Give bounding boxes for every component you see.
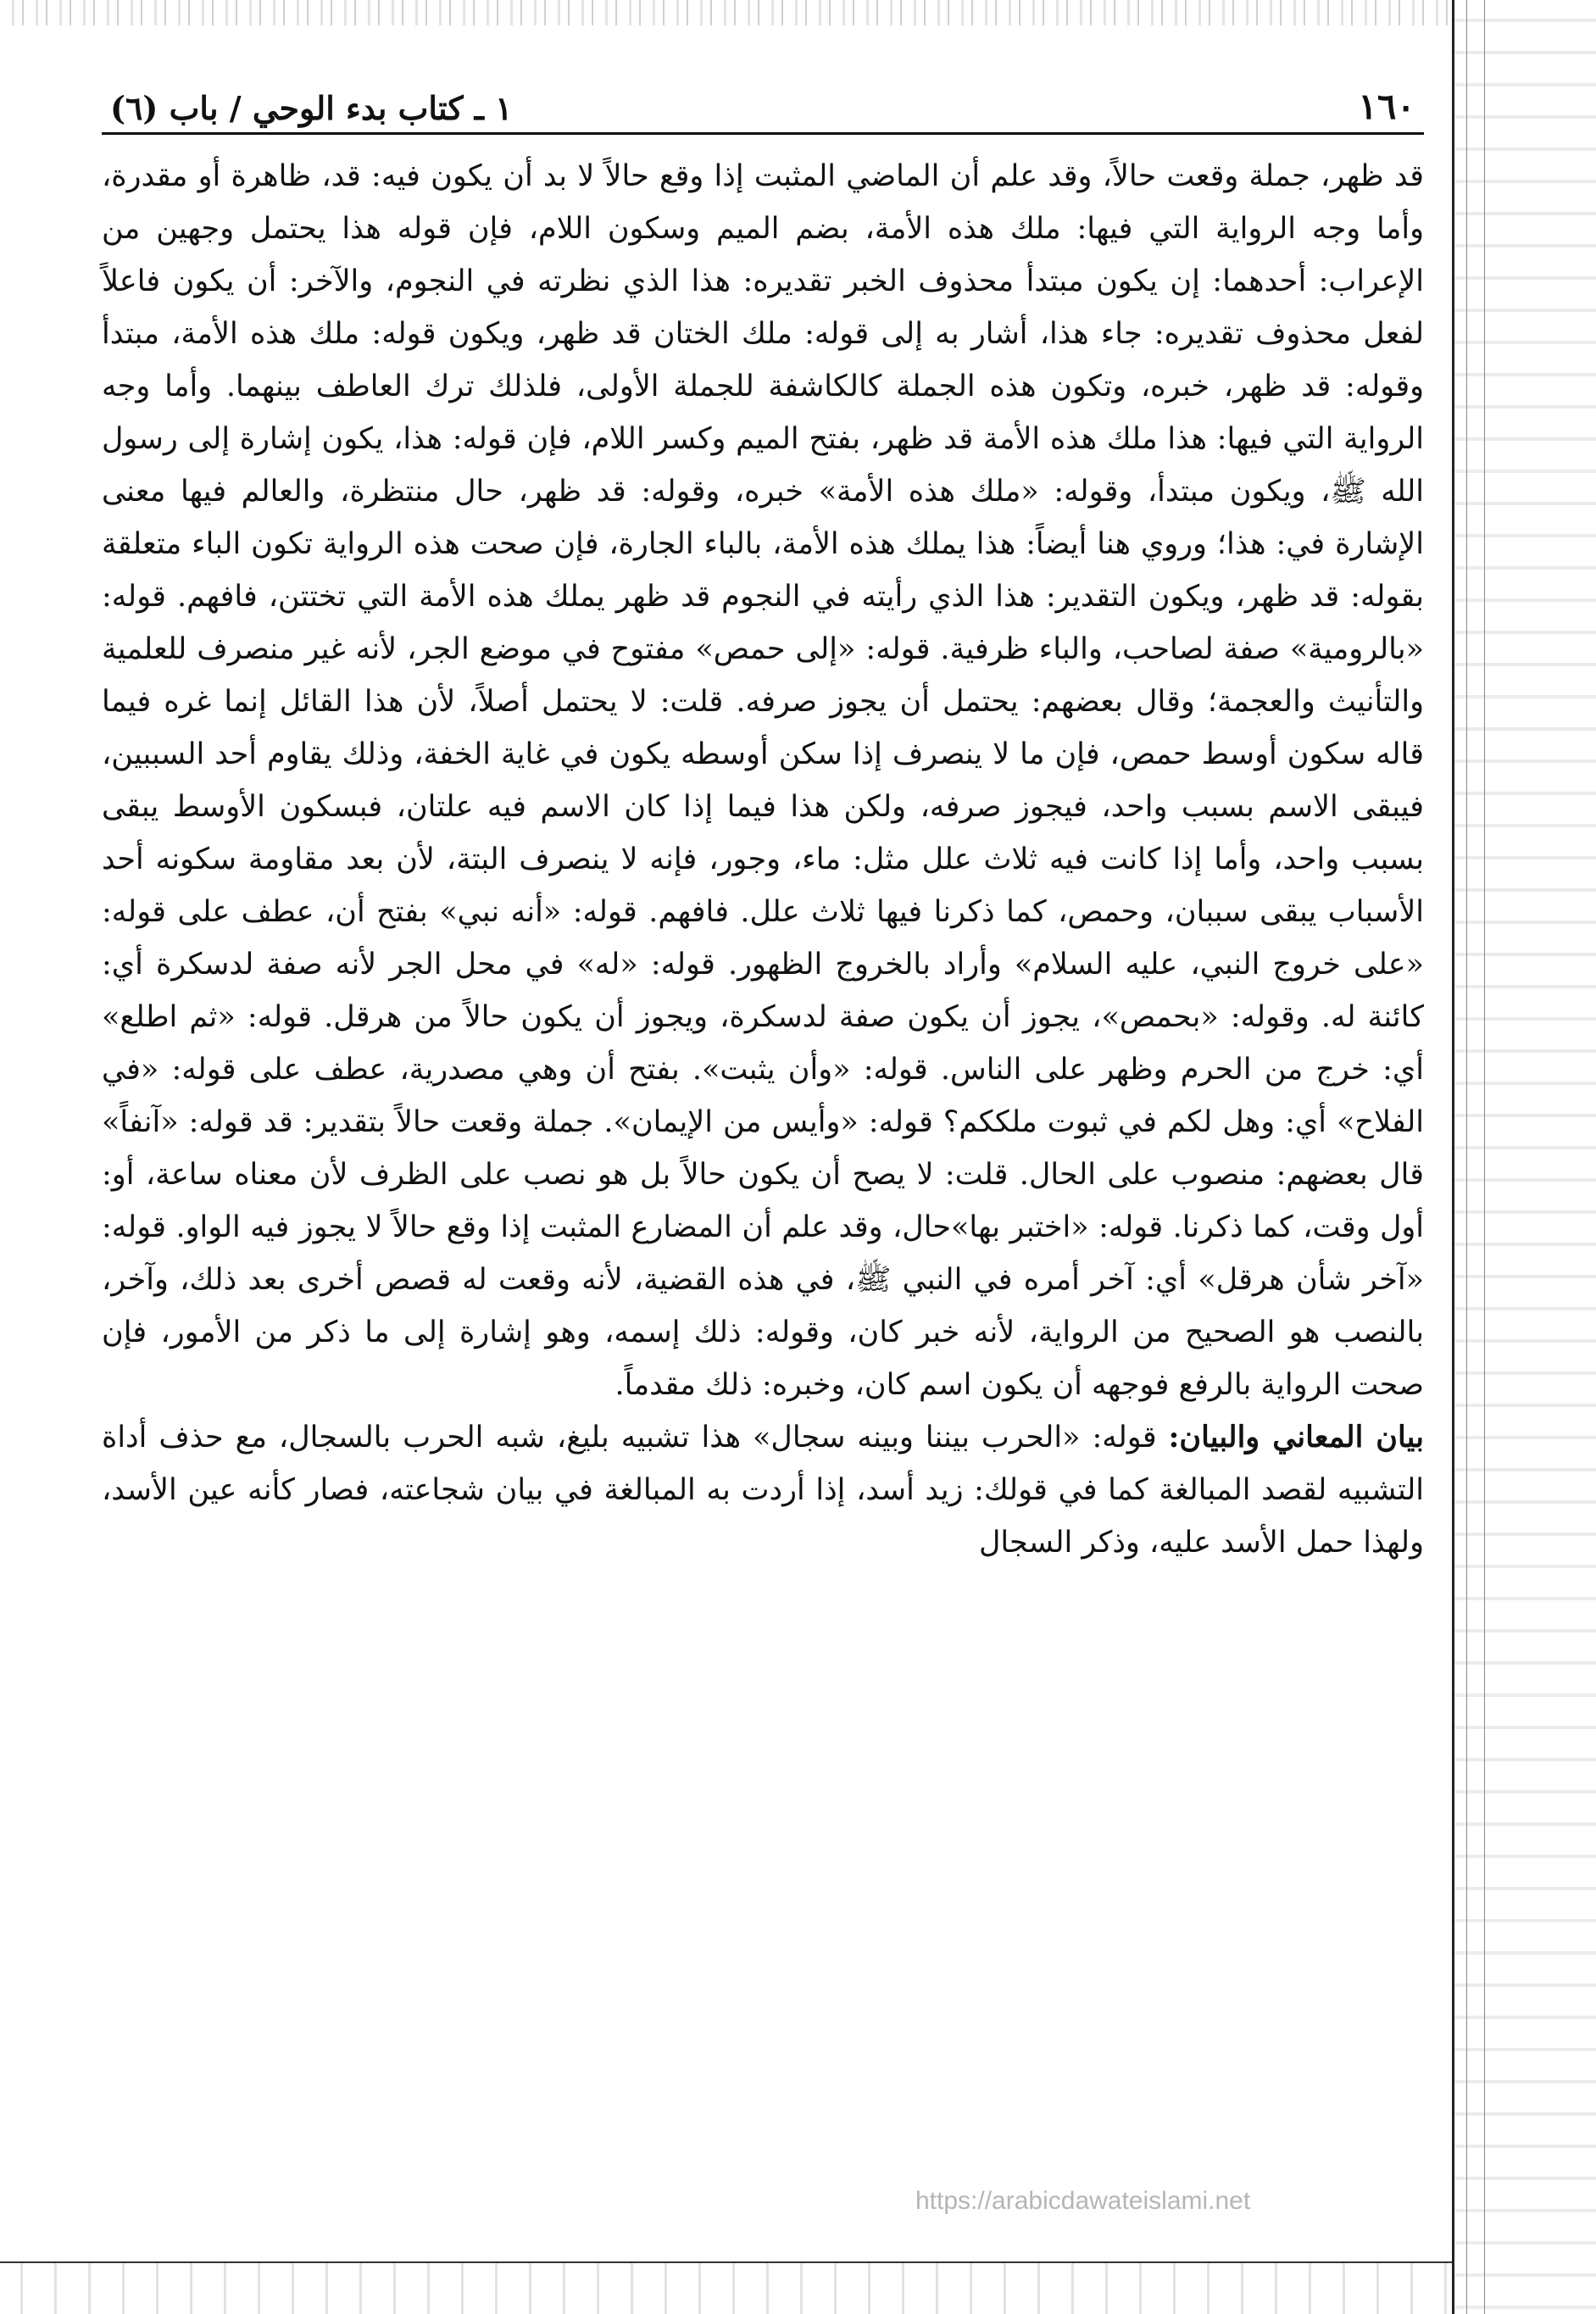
body-paragraph: قد ظهر، جملة وقعت حالاً، وقد علم أن الماضي المثبت إذا وقع حالاً لا بد أن يكون فيه: قد، ظاهرة أو مقدرة، وأما وجه الرواية التي فيها: ملك هذه الأمة، بضم الميم وسكون اللام، فإن قوله هذا يحتمل وجهين من الإعراب: أحدهما: إن يكون مبتدأ محذوف الخبر تقديره: هذا الذي نظرته في النجوم، والآخر: أن يكون فاعلاً لفعل محذوف تقديره: جاء هذا، أشار به إلى قوله: ملك الختان قد ظهر، ويكون قوله: ملك هذه الأمة، مبتدأ وقوله: قد ظهر، خبره، وتكون هذه الجملة كالكاشفة للجملة الأولى، فلذلك ترك العاطف بينهما. وأما وجه الرواية التي فيها: هذا ملك هذه الأمة قد ظهر، بفتح الميم وكسر اللام، فإن قوله: هذا، يكون إشارة إلى رسول الله ﷺ، ويكون مبتدأ، وقوله: «ملك هذه الأمة» خبره، وقوله: قد ظهر، حال منتظرة، والعالم فيها معنى الإشارة في: هذا؛ وروي هنا أيضاً: هذا يملك هذه الأمة، بالباء الجارة، فإن صحت هذه الرواية تكون الباء متعلقة بقوله: قد ظهر، ويكون التقدير: هذا الذي رأيته في النجوم قد ظهر يملك هذه الأمة التي تختتن، فافهم. قوله: «بالرومية» صفة لصاحب، والباء ظرفية. قوله: «إلى حمص» مفتوح في موضع الجر، لأنه غير منصرف للعلمية والتأنيث والعجمة؛ وقال بعضهم: يحتمل أن يجوز صرفه. قلت: لا يحتمل أصلاً، لأن هذا القائل إنما غره فيما قاله سكون أوسط حمص، فإن ما لا ينصرف إذا سكن أوسطه يكون في غاية الخفة، وذلك يقاوم أحد السببين، فيبقى الاسم بسبب واحد، فيجوز صرفه، ولكن هذا فيما إذا كان الاسم فيه علتان، فبسكون الأوسط يبقى بسبب واحد، وأما إذا كانت فيه ثلاث علل مثل: ماء، وجور، فإنه لا ينصرف البتة، لأن بعد مقاومة سكونه أحد الأسباب يبقى سببان، وحمص، كما ذكرنا فيها ثلاث علل. فافهم. قوله: «أنه نبي» بفتح أن، عطف على قوله: «على خروج النبي، عليه السلام» وأراد بالخروج الظهور. قوله: «له» في محل الجر لأنه صفة لدسكرة أي: كائنة له. وقوله: «بحمص»، يجوز أن يكون صفة لدسكرة، ويجوز أن يكون حالاً من هرقل. قوله: «ثم اطلع» أي: خرج من الحرم وظهر على الناس. قوله: «وأن يثبت». بفتح أن وهي مصدرية، عطف على قوله: «في الفلاح» أي: وهل لكم في ثبوت ملككم؟ قوله: «وأيس من الإيمان». جملة وقعت حالاً بتقدير: قد قوله: «آنفاً» قال بعضهم: منصوب على الحال. قلت: لا يصح أن يكون حالاً بل هو نصب على الظرف لأن معناه ساعة، أو: أول وقت، كما ذكرنا. قوله: «اختبر بها»حال، وقد علم أن المضارع المثبت إذا وقع حالاً لا يجوز فيه الواو. قوله: «آخر شأن هرقل» أي: آخر أمره في النبي ﷺ، في هذه القضية، لأنه وقعت له قصص أخرى بعد ذلك، وآخر، بالنصب هو الصحيح من الرواية، لأنه خبر كان، وقوله: ذلك إسمه، وهو إشارة إلى ما ذكر من الأمور، فإن صحت الرواية بالرفع فوجهه أن يكون اسم كان، وخبره: ذلك مقدماً.	[102, 159, 1424, 1402]
website-watermark: https://arabicdawateislami.net	[915, 2187, 1251, 2215]
page-number: ١٦٠	[1358, 86, 1415, 127]
top-ornament-border	[0, 0, 1596, 25]
section-heading: بيان المعاني والبيان:	[1168, 1420, 1424, 1455]
bottom-ornament-border	[0, 2261, 1452, 2314]
right-ornament-border	[1452, 0, 1596, 2314]
running-title: ١ ـ كتاب بدء الوحي / باب (٦)	[110, 89, 513, 127]
section-text: قوله: «الحرب بيننا وبينه سجال» هذا تشبيه بليغ، شبه الحرب بالسجال، مع حذف أداة التشبيه لقصد المبالغة كما في قولك: زيد أسد، إذا أردت به المبالغة في بيان شجاعته، فصار كأنه عين الأسد، ولهذا حمل الأسد عليه، وذكر السجال	[102, 1421, 1424, 1560]
book-page	[102, 59, 1424, 2246]
page-body	[102, 150, 1424, 1569]
section-paragraph	[102, 1411, 1424, 1569]
page-header	[102, 59, 1424, 135]
